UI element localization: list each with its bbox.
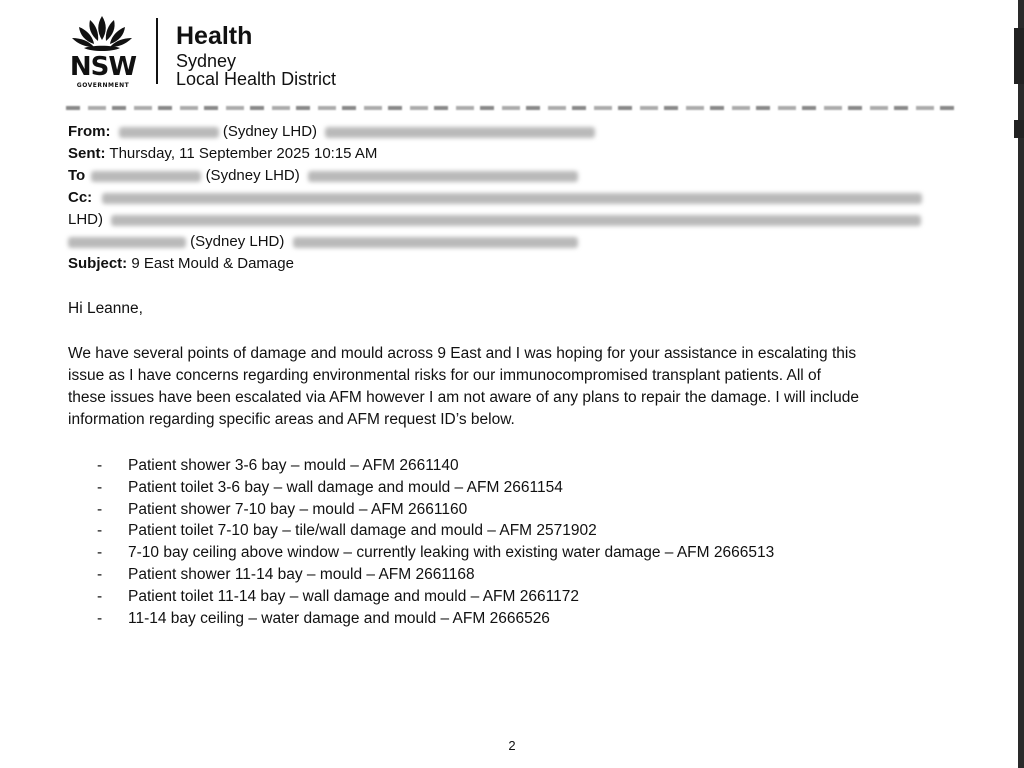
list-item-text: Patient toilet 11-14 bay – wall damage and mould – AFM 2661172 bbox=[128, 587, 579, 605]
from-org: (Sydney LHD) bbox=[222, 123, 318, 140]
paragraph-line: We have several points of damage and mould across 9 East and I was hoping for your assistance in escalating this bbox=[68, 345, 857, 362]
greeting: Hi Leanne, bbox=[68, 300, 143, 317]
redacted-block bbox=[68, 237, 186, 248]
list-item-text: Patient shower 3-6 bay – mould – AFM 2661140 bbox=[128, 457, 459, 474]
redacted-block bbox=[102, 193, 922, 204]
bullet-marker: - bbox=[97, 500, 103, 518]
redacted-block bbox=[111, 215, 921, 226]
cc-line-2 bbox=[68, 210, 921, 230]
cc-line2-prefix: LHD) bbox=[68, 211, 104, 228]
bullet-marker: - bbox=[97, 587, 103, 605]
to-line bbox=[68, 166, 578, 186]
redacted-block bbox=[91, 171, 201, 182]
waratah-icon bbox=[70, 14, 134, 54]
subject-label: Subject: bbox=[68, 255, 128, 272]
org-line-sydney: Sydney bbox=[176, 51, 237, 71]
logo-government-text: GOVERNMENT bbox=[76, 82, 130, 89]
letterhead-divider bbox=[156, 18, 158, 84]
org-line-district: Local Health District bbox=[176, 69, 337, 89]
bullet-marker: - bbox=[97, 609, 103, 627]
redacted-block bbox=[293, 237, 578, 248]
cc-line bbox=[68, 188, 922, 208]
bullet-marker: - bbox=[97, 565, 103, 583]
cropped-text-line bbox=[66, 106, 962, 110]
paragraph-line: these issues have been escalated via AFM however I am not aware of any plans to repair the damage. I will include bbox=[68, 389, 859, 406]
bullet-marker: - bbox=[97, 522, 103, 540]
subject-value: 9 East Mould & Damage bbox=[131, 255, 294, 272]
scan-edge-mark bbox=[1014, 28, 1024, 84]
bullet-marker: - bbox=[97, 478, 103, 496]
list-item-text: Patient shower 11-14 bay – mould – AFM 2661168 bbox=[128, 565, 475, 583]
scan-edge-mark bbox=[1014, 120, 1024, 138]
from-line bbox=[68, 122, 595, 142]
redacted-block bbox=[325, 127, 595, 138]
list-item-text: Patient shower 7-10 bay – mould – AFM 2661160 bbox=[128, 500, 468, 518]
redacted-block bbox=[308, 171, 578, 182]
logo-nsw-text: NSW bbox=[69, 52, 137, 82]
sent-value: Thursday, 11 September 2025 10:15 AM bbox=[109, 145, 378, 162]
to-label: To bbox=[68, 167, 86, 184]
to-org: (Sydney LHD) bbox=[205, 167, 300, 184]
from-label: From: bbox=[68, 123, 111, 140]
list-item-text: Patient toilet 7-10 bay – tile/wall damage and mould – AFM 2571902 bbox=[128, 522, 597, 540]
sent-line bbox=[68, 144, 377, 164]
list-item-text: Patient toilet 3-6 bay – wall damage and mould – AFM 2661154 bbox=[128, 478, 563, 496]
list-item-text: 11-14 bay ceiling – water damage and mould – AFM 2666526 bbox=[128, 609, 550, 627]
cc-label: Cc: bbox=[68, 189, 93, 206]
sent-label: Sent: bbox=[68, 145, 106, 162]
list-item-text: 7-10 bay ceiling above window – currently leaking with existing water damage – AFM 2666513 bbox=[128, 544, 775, 562]
body-paragraph bbox=[68, 343, 968, 431]
cc-line-3 bbox=[68, 232, 578, 252]
bullet-marker: - bbox=[97, 457, 103, 474]
nsw-government-logo bbox=[66, 14, 140, 89]
paragraph-line: issue as I have concerns regarding environmental risks for our immunocompromised transplant patients. All of bbox=[68, 367, 821, 384]
redacted-block bbox=[119, 127, 219, 138]
org-name: Health bbox=[176, 22, 253, 50]
page-number: 2 bbox=[508, 738, 516, 753]
cc-line3-org: (Sydney LHD) bbox=[190, 233, 285, 250]
paragraph-line: information regarding specific areas and AFM request ID’s below. bbox=[68, 411, 515, 428]
bullet-marker: - bbox=[97, 544, 103, 562]
scan-edge bbox=[1018, 0, 1024, 768]
subject-line bbox=[68, 254, 294, 274]
